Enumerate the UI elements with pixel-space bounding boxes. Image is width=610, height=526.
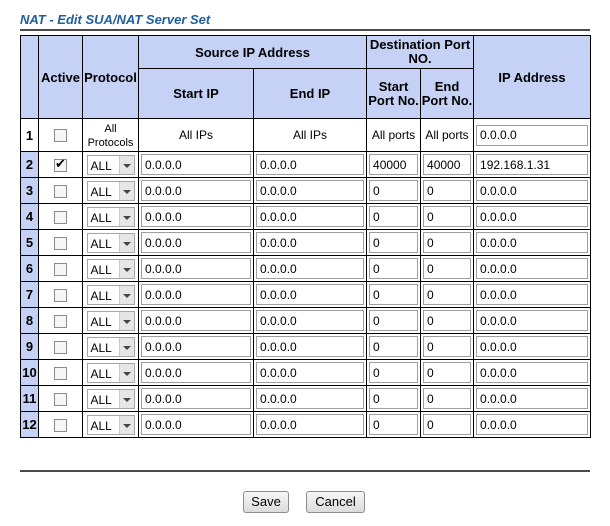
cancel-button[interactable]: Cancel [306,491,365,513]
ip-address-input[interactable] [476,362,588,383]
header-source-ip: Source IP Address [139,36,367,69]
end-ip-input[interactable] [256,258,364,279]
end-port-input[interactable] [423,414,471,435]
start-ip-text: All IPs [178,128,213,142]
ip-address-cell [474,334,591,360]
end-ip-cell [254,152,367,178]
top-divider [20,29,590,31]
table-row [21,152,591,178]
end-port-input[interactable] [423,388,471,409]
protocol-select-value: ALL [90,340,112,355]
row-number: 5 [21,230,39,256]
header-start-port: Start Port No. [367,69,421,119]
protocol-cell [83,230,139,256]
end-port-input[interactable] [423,336,471,357]
protocol-select-value: ALL [90,158,112,173]
end-ip-input[interactable] [256,310,364,331]
start-ip-input[interactable] [141,310,251,331]
row-number: 1 [21,119,39,152]
row-number: 12 [21,412,39,438]
ip-address-cell [474,152,591,178]
end-ip-input[interactable] [256,414,364,435]
active-checkbox[interactable] [54,289,67,302]
protocol-select-value: ALL [90,418,112,433]
start-port-input[interactable] [369,336,418,357]
chevron-down-icon [119,390,134,408]
table-row [21,119,591,152]
row-number: 4 [21,204,39,230]
row-number: 11 [21,386,39,412]
end-ip-cell [254,119,367,152]
ip-address-input[interactable] [476,180,588,201]
start-ip-input[interactable] [141,206,251,227]
ip-address-input[interactable] [476,414,588,435]
save-button[interactable]: Save [243,491,289,513]
end-ip-input[interactable] [256,362,364,383]
start-ip-cell [139,256,254,282]
start-ip-input[interactable] [141,258,251,279]
end-port-cell [421,204,474,230]
active-cell [39,204,83,230]
protocol-cell [83,386,139,412]
end-port-input[interactable] [423,284,471,305]
start-port-text: All ports [371,128,416,142]
protocol-select-value: ALL [90,210,112,225]
start-port-cell [367,360,421,386]
end-port-cell [421,334,474,360]
ip-address-input[interactable] [476,206,588,227]
end-ip-cell [254,178,367,204]
row-number: 8 [21,308,39,334]
end-port-text: All ports [425,128,469,142]
end-ip-cell [254,282,367,308]
row-number: 6 [21,256,39,282]
ip-address-input[interactable] [476,232,588,253]
end-port-input[interactable] [423,232,471,253]
protocol-cell [83,119,139,152]
protocol-select[interactable] [87,415,135,435]
active-checkbox[interactable] [54,185,67,198]
end-port-cell [421,178,474,204]
start-ip-cell [139,412,254,438]
ip-address-cell [474,178,591,204]
ip-address-input[interactable] [476,388,588,409]
start-ip-input[interactable] [141,232,251,253]
ip-address-input[interactable] [476,310,588,331]
start-port-cell [367,119,421,152]
end-ip-cell [254,334,367,360]
table-row [21,256,591,282]
protocol-cell [83,178,139,204]
protocol-select[interactable] [87,285,135,305]
start-ip-input[interactable] [141,284,251,305]
ip-address-cell [474,386,591,412]
end-ip-cell [254,308,367,334]
ip-address-cell [474,230,591,256]
chevron-down-icon [119,260,134,278]
nat-server-table [20,35,591,438]
protocol-cell [83,256,139,282]
protocol-cell [83,360,139,386]
start-ip-cell [139,119,254,152]
ip-address-cell [474,204,591,230]
ip-address-cell [474,282,591,308]
table-row [21,360,591,386]
active-checkbox[interactable] [54,393,67,406]
start-ip-input[interactable] [141,154,251,175]
protocol-select-value: ALL [90,262,112,277]
end-ip-cell [254,412,367,438]
active-cell [39,412,83,438]
start-port-input[interactable] [369,258,418,279]
end-ip-input[interactable] [256,180,364,201]
active-cell [39,334,83,360]
start-port-input[interactable] [369,388,418,409]
chevron-down-icon [119,416,134,434]
protocol-select[interactable] [87,181,135,201]
table-row [21,412,591,438]
start-ip-input[interactable] [141,336,251,357]
active-cell [39,230,83,256]
start-ip-input[interactable] [141,388,251,409]
end-port-cell [421,360,474,386]
start-port-input[interactable] [369,310,418,331]
active-cell [39,360,83,386]
protocol-cell [83,334,139,360]
active-cell [39,282,83,308]
end-port-input[interactable] [423,180,471,201]
start-ip-cell [139,178,254,204]
chevron-down-icon [119,208,134,226]
end-ip-input[interactable] [256,284,364,305]
protocol-select-value: ALL [90,236,112,251]
end-port-cell [421,386,474,412]
active-checkbox[interactable] [54,129,67,142]
start-ip-cell [139,204,254,230]
protocol-select[interactable] [87,389,135,409]
protocol-select[interactable] [87,259,135,279]
ip-address-input[interactable] [476,154,588,175]
row-number: 7 [21,282,39,308]
start-ip-cell [139,360,254,386]
end-port-input[interactable] [423,362,471,383]
active-checkbox[interactable] [54,159,67,172]
chevron-down-icon [119,338,134,356]
start-ip-input[interactable] [141,180,251,201]
end-port-cell [421,230,474,256]
end-port-cell [421,119,474,152]
table-row [21,386,591,412]
start-ip-cell [139,230,254,256]
start-port-input[interactable] [369,154,418,175]
protocol-text: All Protocols [87,123,134,149]
table-row [21,230,591,256]
end-ip-input[interactable] [256,336,364,357]
start-ip-cell [139,334,254,360]
start-ip-cell [139,386,254,412]
end-port-input[interactable] [423,154,471,175]
end-port-input[interactable] [423,258,471,279]
start-port-cell [367,334,421,360]
end-ip-cell [254,360,367,386]
active-checkbox[interactable] [54,419,67,432]
start-ip-cell [139,308,254,334]
table-row [21,178,591,204]
start-port-cell [367,412,421,438]
protocol-cell [83,152,139,178]
protocol-select[interactable] [87,337,135,357]
start-port-input[interactable] [369,180,418,201]
ip-address-cell [474,119,591,152]
row-number: 2 [21,152,39,178]
end-port-cell [421,282,474,308]
active-cell [39,178,83,204]
chevron-down-icon [119,312,134,330]
chevron-down-icon [119,182,134,200]
protocol-select-value: ALL [90,392,112,407]
end-port-cell [421,308,474,334]
ip-address-input[interactable] [476,336,588,357]
protocol-cell [83,308,139,334]
active-checkbox[interactable] [54,367,67,380]
ip-address-cell [474,308,591,334]
table-row [21,308,591,334]
row-number: 9 [21,334,39,360]
header-protocol: Protocol [83,36,139,119]
end-port-cell [421,256,474,282]
chevron-down-icon [119,156,134,174]
ip-address-cell [474,256,591,282]
header-active: Active [39,36,83,119]
start-port-cell [367,256,421,282]
start-port-input[interactable] [369,362,418,383]
active-cell [39,152,83,178]
start-port-input[interactable] [369,232,418,253]
end-ip-input[interactable] [256,206,364,227]
header-row-num [21,36,39,119]
protocol-select[interactable] [87,207,135,227]
start-port-input[interactable] [369,206,418,227]
ip-address-cell [474,360,591,386]
active-cell [39,119,83,152]
header-start-ip: Start IP [139,69,254,119]
active-cell [39,308,83,334]
table-row [21,204,591,230]
protocol-select[interactable] [87,233,135,253]
start-ip-cell [139,282,254,308]
table-row [21,282,591,308]
active-checkbox[interactable] [54,237,67,250]
start-port-cell [367,230,421,256]
protocol-select-value: ALL [90,314,112,329]
start-ip-input[interactable] [141,414,251,435]
active-checkbox[interactable] [54,341,67,354]
protocol-cell [83,204,139,230]
end-ip-cell [254,230,367,256]
page-title: NAT - Edit SUA/NAT Server Set [20,12,211,27]
ip-address-cell [474,412,591,438]
chevron-down-icon [119,364,134,382]
ip-address-input[interactable] [476,125,588,146]
header-end-port: End Port No. [421,69,474,119]
end-ip-input[interactable] [256,388,364,409]
end-port-input[interactable] [423,310,471,331]
end-port-input[interactable] [423,206,471,227]
protocol-select[interactable] [87,155,135,175]
start-port-cell [367,282,421,308]
end-ip-cell [254,386,367,412]
start-port-cell [367,386,421,412]
header-destination-port: Destination Port NO. [367,36,474,69]
chevron-down-icon [119,234,134,252]
end-ip-cell [254,256,367,282]
protocol-select-value: ALL [90,184,112,199]
start-port-cell [367,204,421,230]
header-ip-address: IP Address [474,36,591,119]
end-ip-input[interactable] [256,154,364,175]
active-checkbox[interactable] [54,315,67,328]
header-end-ip: End IP [254,69,367,119]
start-port-input[interactable] [369,414,418,435]
row-number: 3 [21,178,39,204]
chevron-down-icon [119,286,134,304]
start-port-cell [367,152,421,178]
start-port-cell [367,308,421,334]
protocol-cell [83,412,139,438]
active-checkbox[interactable] [54,263,67,276]
protocol-select[interactable] [87,311,135,331]
active-checkbox[interactable] [54,211,67,224]
end-port-cell [421,412,474,438]
start-port-input[interactable] [369,284,418,305]
start-ip-cell [139,152,254,178]
protocol-select-value: ALL [90,288,112,303]
end-ip-cell [254,204,367,230]
end-port-cell [421,152,474,178]
end-ip-input[interactable] [256,232,364,253]
active-cell [39,256,83,282]
end-ip-text: All IPs [293,128,328,142]
table-row [21,334,591,360]
protocol-select[interactable] [87,363,135,383]
ip-address-input[interactable] [476,284,588,305]
active-cell [39,386,83,412]
protocol-cell [83,282,139,308]
ip-address-input[interactable] [476,258,588,279]
start-ip-input[interactable] [141,362,251,383]
start-port-cell [367,178,421,204]
bottom-divider [20,470,590,472]
protocol-select-value: ALL [90,366,112,381]
row-number: 10 [21,360,39,386]
